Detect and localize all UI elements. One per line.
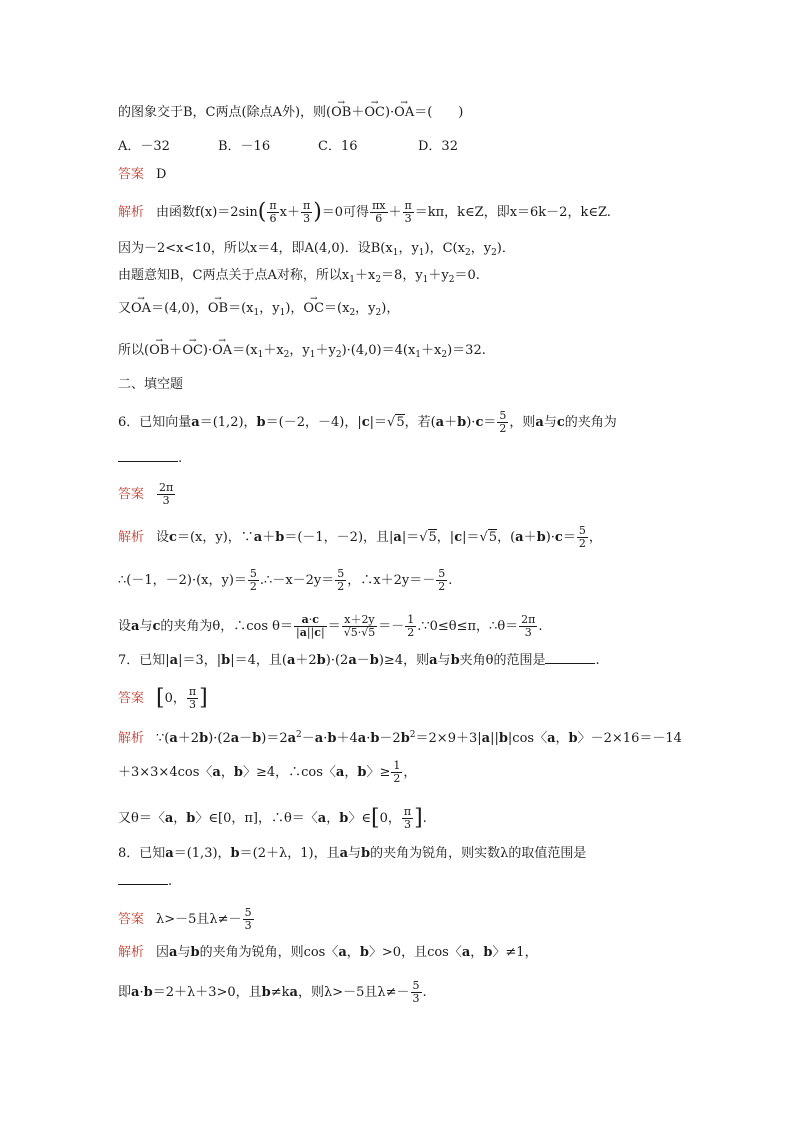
q6-answer: 答案 $\frac{2\pi}{3}$ <box>118 481 174 507</box>
q7-analysis-1: 解析 $\because(a+2b)\cdot(2a-b)=2a^2-a\cdot b+4a\cdot b-2b^2=2\times 9+3|a||b|\cos$〈a，b〉－2×16＝－14 <box>118 730 682 746</box>
q6-answer-label: 答案 <box>118 487 145 502</box>
q5-analysis-label: 解析 <box>118 205 145 220</box>
q7-analysis-3: 又θ＝〈a，b〉∈[0，π]，∴θ＝〈a，b〉∈[0， $\frac{\pi}{3}$ ]. <box>118 805 427 831</box>
q5-option-d: D．32 <box>418 139 458 154</box>
q8-analysis-1: 解析 因a与b的夹角为锐角，则cos〈a，b〉>0，且cos〈a，b〉≠1， <box>118 945 538 960</box>
q8-answer-label: 答案 <box>118 912 145 927</box>
q8-analysis-label: 解析 <box>118 945 145 960</box>
q7-analysis-label: 解析 <box>118 731 145 746</box>
q6-analysis-3: 设a与c的夹角为θ，∴cos θ＝ $\frac{a\cdot c}{|a||c|}$ ＝ $\frac{x+2y}{√5\cdot√5}$ ＝－ $\frac{1}{2}$ .∵0≤θ≤π，∴θ＝ $\frac{2\pi}{3}$ . <box>118 613 543 639</box>
q5-stem: 的图象交于B，C两点(除点A外)，则(→ OB＋→ OC)·→ OA＝( ) <box>118 104 463 122</box>
q8-blank: . <box>118 873 172 891</box>
q5-answer-label: 答案 <box>118 167 145 182</box>
q5-answer <box>118 166 166 184</box>
section-heading: 二、填空题 <box>118 377 184 392</box>
q6-analysis-1: 解析 设c＝(x，y)，∵a＋b＝(－1，－2)，且|a|＝√5，|c|＝√5，(a＋b)·c＝ $\frac{5}{2}$ ， <box>118 524 602 550</box>
q7-answer: 答案 [0， $\frac{\pi}{3}$ ] <box>118 685 208 711</box>
q5-analysis-5: 所以(→ $OB+\to OC)\cdot\to OA=(x_1+x_2$，$y_1+y_2)\cdot(4,0)=4(x_1+x_2)=32$. <box>118 342 486 364</box>
q7-analysis-2: ＋3×3×4cos〈a，b〉≥4，∴cos〈a，b〉≥ $\frac{1}{2}$ ， <box>118 759 417 785</box>
q6-analysis-2: ∴(－1，－2)·(x，y)＝ $\frac{5}{2}$ .∴－x－2y＝ $\frac{5}{2}$ ，∴x＋2y＝－ $\frac{5}{2}$ . <box>118 567 453 593</box>
q5-option-a: A．－32 <box>118 139 170 154</box>
q7-stem: 7．已知|a|＝3，|b|＝4，且(a＋2b)·(2a－b)≥4，则a与b夹角θ的范围是 . <box>118 653 600 668</box>
q5-analysis-1: 解析 由函数f(x)＝2sin( $\frac{\pi}{6}$ x＋ $\frac{\pi}{3}$ )＝0可得 $\frac{\pi x}{6}$ ＋ $\frac{\pi}{3}$ ＝kπ，k∈Z，即x＝6k－2，k∈Z. <box>118 199 611 225</box>
q6-stem: 6．已知向量a＝(1,2)，b＝(－2，－4)，|c|＝√5，若(a＋b)·c＝ $\frac{5}{2}$ ，则a与c的夹角为 <box>118 409 617 435</box>
q8-answer: 答案 λ>－5且λ≠－ $\frac{5}{3}$ <box>118 906 252 932</box>
q5-analysis-4: 又→ OA＝(4,0)，→ $OB=(x_1$，$y_1$)，→ $OC=(x_2$，$y_2$)， <box>118 300 399 322</box>
q5-options <box>118 138 518 156</box>
q5-option-b: B．－16 <box>218 139 271 154</box>
q5-analysis-2: 因为－2<x<10，所以x＝4，即A(4,0)．设$B(x_1$，$y_1$)，$C(x_2$，$y_2$)． <box>118 241 515 258</box>
q5-analysis-3: 由题意知B，C两点关于点A对称，所以$x_1+x_2=8$，$y_1+y_2=0$. <box>118 268 480 285</box>
q6-blank: . <box>118 450 182 468</box>
q7-answer-label: 答案 <box>118 691 145 706</box>
q8-stem: 8．已知a＝(1,3)，b＝(2＋λ，1)，且a与b的夹角为锐角，则实数λ的取值范围是 <box>118 846 587 861</box>
q8-analysis-2: 即a·b＝2＋λ＋3>0，且b≠ka，则λ>－5且λ≠－ $\frac{5}{3}$ . <box>118 979 427 1005</box>
q6-analysis-label: 解析 <box>118 530 145 545</box>
q5-option-c: C．16 <box>318 139 358 154</box>
q5-answer-value: D <box>156 167 167 182</box>
